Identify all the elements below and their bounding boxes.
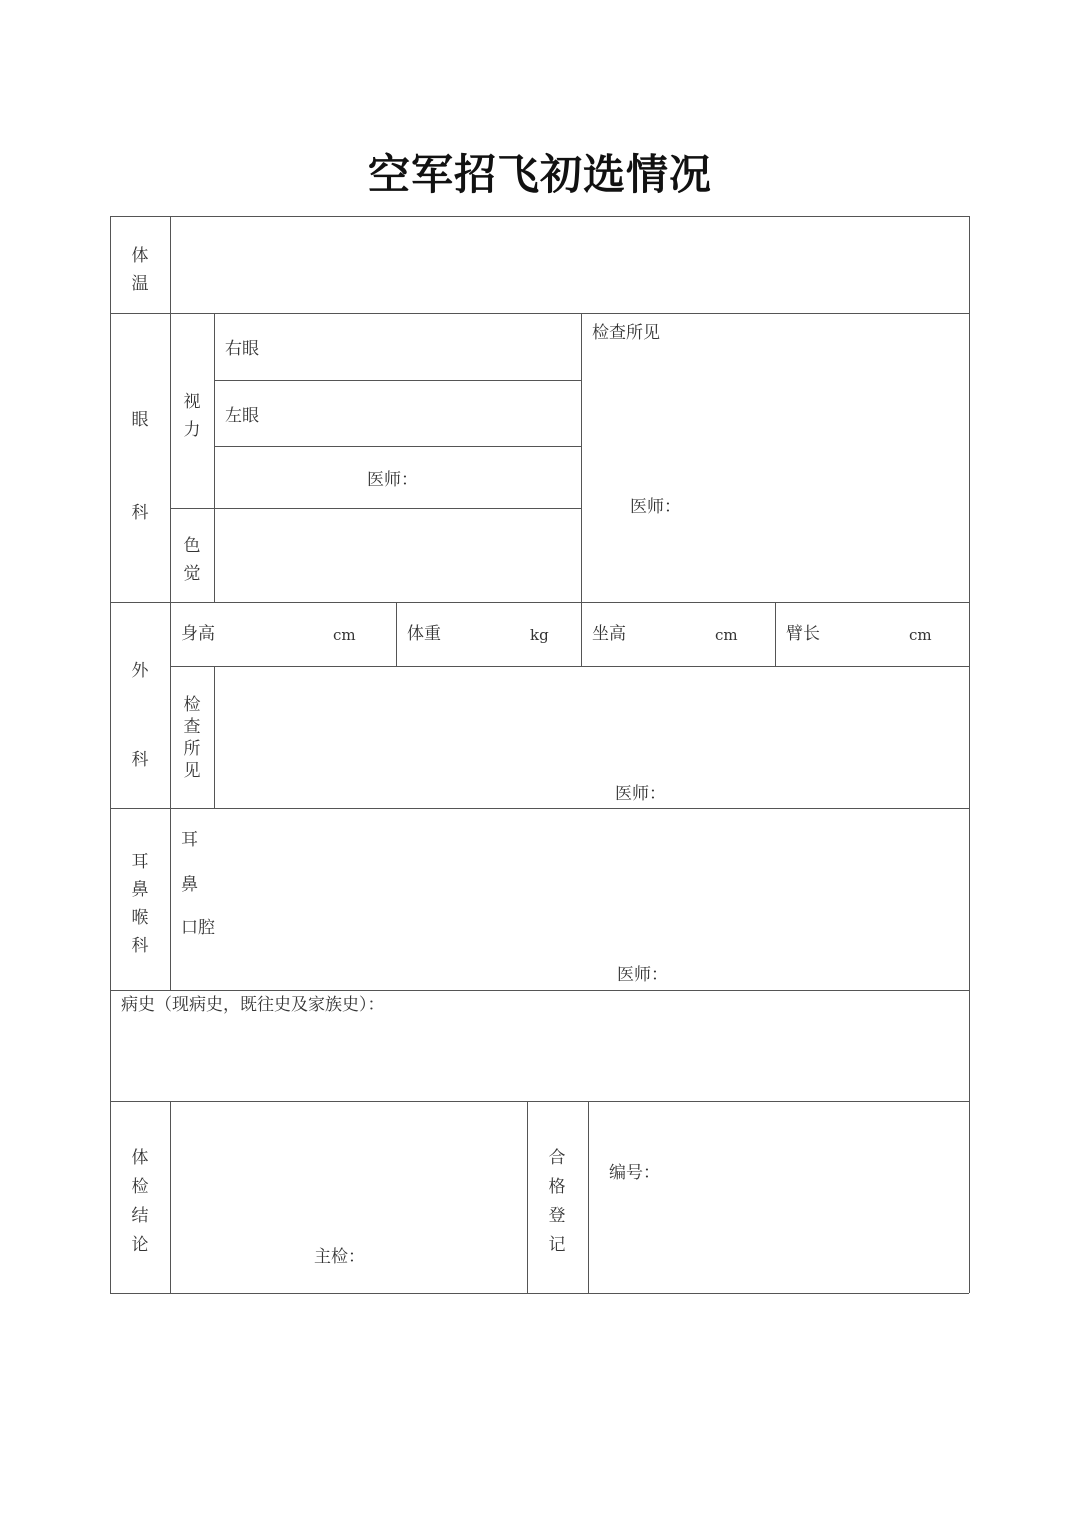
label-char: 格 <box>548 1177 566 1197</box>
label-char: 力 <box>183 420 201 440</box>
label-char: 体 <box>131 1148 149 1168</box>
weight-unit: kg <box>530 626 549 644</box>
height-unit: cm <box>333 626 356 644</box>
label-char: 检 <box>131 1177 149 1197</box>
registration-number-field[interactable] <box>665 1150 965 1190</box>
eye-doctor-signature: 医师： <box>630 497 681 517</box>
temperature-label <box>128 242 152 298</box>
height-label: 身高 <box>181 624 215 644</box>
label-char: 登 <box>548 1206 566 1226</box>
row-divider <box>110 808 969 809</box>
history-label: 病史（现病史，既往史及家族史）： <box>121 995 385 1015</box>
left-eye-field[interactable] <box>280 383 578 445</box>
col-divider <box>170 1101 171 1293</box>
surgery-label <box>128 656 152 770</box>
ent-findings-field[interactable] <box>230 812 967 962</box>
surgery-doctor-signature: 医师： <box>615 784 666 804</box>
color-vision-label <box>180 532 204 588</box>
label-char: 色 <box>183 536 201 556</box>
label-char: 鼻 <box>131 880 149 900</box>
sitting-height-unit: cm <box>715 626 738 644</box>
ear-label: 耳 <box>181 830 198 850</box>
sitting-height-field[interactable] <box>634 606 712 662</box>
left-eye-label: 左眼 <box>225 406 259 426</box>
table-border-left <box>110 216 111 1293</box>
label-char: 结 <box>131 1206 149 1226</box>
label-char: 体 <box>131 246 149 266</box>
arm-length-label: 臂长 <box>786 624 820 644</box>
label-char: 视 <box>183 392 201 412</box>
label-char: 所 <box>183 739 201 759</box>
temperature-field[interactable] <box>172 218 968 312</box>
eye-findings-field[interactable] <box>584 350 967 600</box>
col-divider <box>588 1101 589 1293</box>
vision-doctor-signature: 医师： <box>367 470 418 490</box>
label-char: 检 <box>183 695 201 715</box>
weight-label: 体重 <box>407 624 441 644</box>
label-char: 见 <box>183 761 201 781</box>
row-divider <box>214 380 581 381</box>
surgery-findings-field[interactable] <box>217 669 967 779</box>
label-char: 合 <box>548 1148 566 1168</box>
right-eye-label: 右眼 <box>225 339 259 359</box>
arm-length-unit: cm <box>909 626 932 644</box>
vision-label <box>180 388 204 444</box>
oral-cavity-label: 口腔 <box>181 918 215 938</box>
registration-number-label: 编号： <box>609 1163 660 1183</box>
conclusion-field[interactable] <box>173 1104 525 1239</box>
registration-label <box>545 1144 569 1260</box>
color-vision-field[interactable] <box>217 511 579 600</box>
row-divider <box>170 508 581 509</box>
label-char: 科 <box>131 503 149 523</box>
label-char: 查 <box>183 717 201 737</box>
row-divider <box>110 990 969 991</box>
table-border-right <box>969 216 970 1293</box>
sitting-height-label: 坐高 <box>592 624 626 644</box>
ent-label <box>128 848 152 960</box>
row-divider <box>214 446 581 447</box>
ophthalmology-label <box>128 405 152 523</box>
row-divider <box>110 313 969 314</box>
table-border-top <box>110 216 969 217</box>
col-divider <box>214 313 215 602</box>
label-char: 眼 <box>131 410 149 430</box>
label-char: 科 <box>131 936 149 956</box>
label-char: 耳 <box>131 852 149 872</box>
col-divider <box>170 216 171 990</box>
row-divider <box>110 1101 969 1102</box>
page-title: 空军招飞初选情况 <box>367 150 712 199</box>
arm-length-field[interactable] <box>828 606 906 662</box>
label-char: 温 <box>131 274 149 294</box>
col-divider <box>527 1101 528 1293</box>
label-char: 记 <box>548 1235 566 1255</box>
label-char: 觉 <box>183 564 201 584</box>
label-char: 科 <box>131 750 149 770</box>
ent-doctor-signature: 医师： <box>617 965 668 985</box>
row-divider <box>110 602 969 603</box>
col-divider <box>581 313 582 602</box>
col-divider <box>214 666 215 808</box>
label-char: 外 <box>131 661 149 681</box>
label-char: 喉 <box>131 908 149 928</box>
right-eye-field[interactable] <box>280 316 578 378</box>
col-divider <box>396 602 397 666</box>
nose-label: 鼻 <box>181 875 198 895</box>
chief-examiner-signature: 主检： <box>314 1247 365 1267</box>
conclusion-label <box>128 1144 152 1260</box>
weight-field[interactable] <box>448 606 528 662</box>
col-divider <box>581 602 582 666</box>
label-char: 论 <box>131 1235 149 1255</box>
eye-findings-label: 检查所见 <box>592 323 660 343</box>
table-border-bottom <box>110 1293 969 1294</box>
history-field[interactable] <box>112 1022 967 1099</box>
surgery-findings-label <box>180 694 204 782</box>
col-divider <box>775 602 776 666</box>
row-divider <box>170 666 969 667</box>
height-field[interactable] <box>222 606 330 662</box>
